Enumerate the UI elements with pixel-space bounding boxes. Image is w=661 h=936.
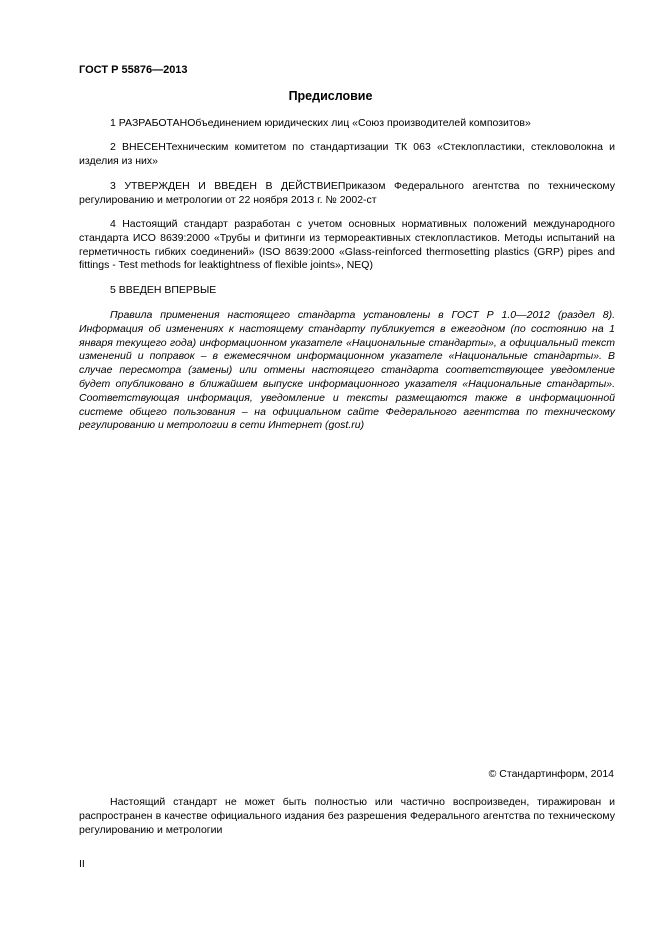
document-header: ГОСТ Р 55876—2013 <box>79 64 188 76</box>
foreword-item-1 <box>79 117 615 131</box>
foreword-item-2-lead: 2 ВНЕСЕН <box>110 141 166 153</box>
foreword-item-3-lead: 3 УТВЕРЖДЕН И ВВЕДЕН В ДЕЙСТВИЕ <box>110 180 338 192</box>
foreword-item-2-text: Техническим комитетом по стандартизации ТК 063 «Стеклопластики, стекловолокна и изделия из них» <box>79 141 615 167</box>
foreword-item-1-lead: 1 РАЗРАБОТАН <box>110 117 188 129</box>
foreword-item-4-text: Настоящий стандарт разработан с учетом основных нормативных положений международного стандарта ИСО 8639:2000 «Трубы и фитинги из термореактивных стеклопластиков. Методы испытаний на герметичность гибких соединений» (ISO 8639:2000 «Glass-reinforced thermosetting plastics (GRP) pipes and fittings - Test methods for leaktightness of flexible joints», NEQ) <box>79 218 615 272</box>
foreword-item-3-text: Приказом Федерального агентства по техническому регулированию и метрологии от 22 ноября 2013 г. № 2002-ст <box>79 180 615 206</box>
foreword-item-2 <box>79 141 615 169</box>
foreword-item-3 <box>79 180 615 208</box>
foreword-item-4 <box>79 218 615 273</box>
foreword-item-1-text: Объединением юридических лиц «Союз производителей композитов» <box>187 117 531 129</box>
page-title: Предисловие <box>288 89 373 103</box>
foreword-item-4-lead: 4 <box>110 218 123 230</box>
foreword-item-5-lead: 5 ВВЕДЕН ВПЕРВЫЕ <box>110 284 217 296</box>
reproduction-notice: Настоящий стандарт не может быть полностью или частично воспроизведен, тиражирован и распространен в качестве официального издания без разрешения Федерального агентства по техническому регулированию и метрологии <box>79 796 615 836</box>
page-number: II <box>79 858 85 870</box>
application-rules-notice: Правила применения настоящего стандарта установлены в ГОСТ Р 1.0—2012 (раздел 8). Информация об изменениях к настоящему стандарту публикуется в ежегодном (по состоянию на 1 января текущего года) информационном указателе «Национальные стандарты», а официальный текст изменений и поправок – в ежемесячном информационном указателе «Национальные стандарты». В случае пересмотра (замены) или отмены настоящего стандарта соответствующее уведомление будет опубликовано в ближайшем выпуске информационного указателя «Национальные стандарты». Соответствующая информация, уведомление и тексты размещаются также в информационной системе общего пользования – на официальном сайте Федерального агентства по техническому регулированию и метрологии в сети Интернет (gost.ru) <box>79 309 615 432</box>
foreword-item-5 <box>79 284 615 298</box>
copyright-line: © Стандартинформ, 2014 <box>488 768 614 780</box>
